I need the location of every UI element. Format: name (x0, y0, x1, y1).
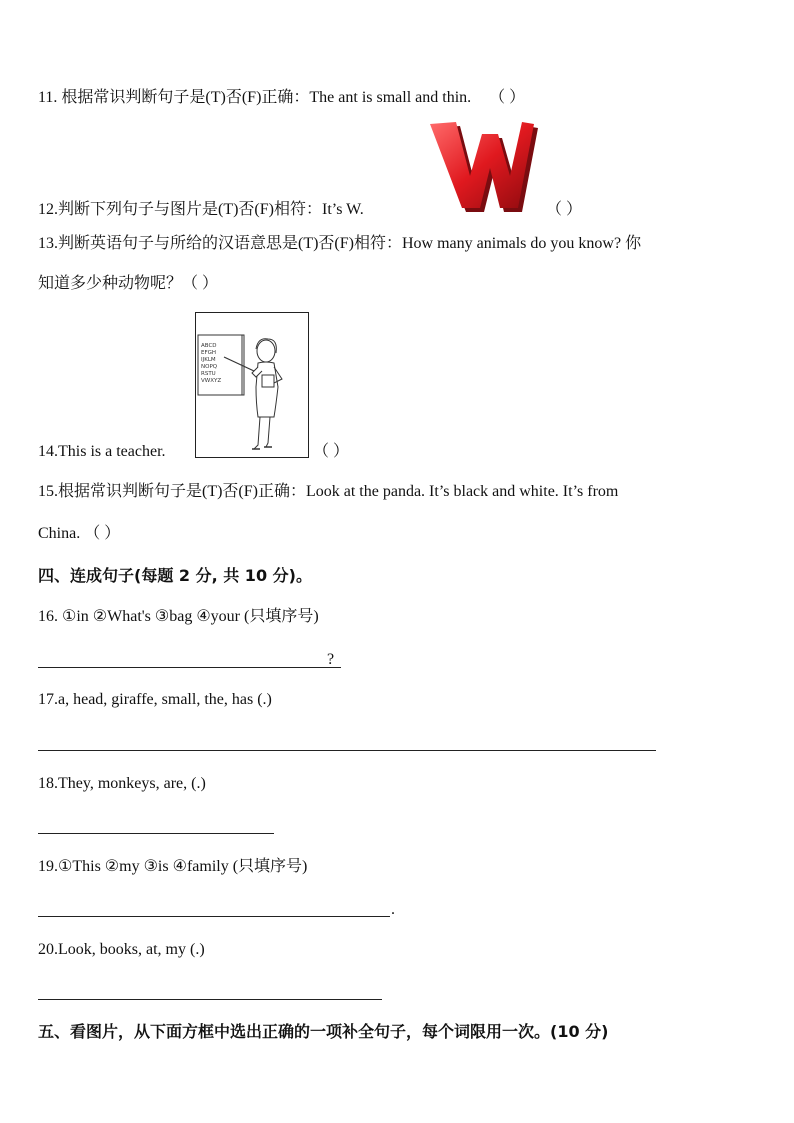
teacher-picture (195, 312, 309, 458)
question-15-line-2[interactable]: China. （ ） (38, 525, 121, 542)
question-12-text: 12.判断下列句子与图片是(T)否(F)相符：It’s W. (38, 201, 364, 218)
end-mark-16: ? (327, 651, 335, 668)
board-row-6: VWXYZ (201, 378, 222, 384)
board-row-2: EFGH (201, 350, 217, 356)
board-row-1: ABCD (201, 343, 217, 349)
board-row-3: IJKLM (201, 357, 216, 363)
answer-paren-14[interactable]: （ ） (313, 443, 350, 460)
question-16: 16. ①in ②What's ③bag ④your (只填序号) (38, 608, 319, 625)
question-11 (38, 88, 525, 108)
answer-paren-11[interactable]: （ ） (489, 89, 526, 106)
question-12 (38, 200, 364, 220)
question-13-line-1: 13.判断英语句子与所给的汉语意思是(T)否(F)相符：How many animals do you know? 你 (38, 235, 642, 252)
board-row-5: RSTU (201, 371, 216, 377)
end-mark-19: . (391, 901, 395, 918)
question-17: 17.a, head, giraffe, small, the, has (.) (38, 691, 272, 708)
teacher-drawing (196, 313, 308, 457)
question-15-line-1: 15.根据常识判断句子是(T)否(F)正确：Look at the panda. It’s black and white. It’s from (38, 483, 619, 500)
board-row-4: NOPQ (201, 364, 218, 370)
letter-w-picture (424, 116, 542, 220)
answer-line-20[interactable] (38, 999, 382, 1000)
question-14 (38, 442, 166, 462)
question-20: 20.Look, books, at, my (.) (38, 941, 205, 958)
question-18: 18.They, monkeys, are, (.) (38, 775, 206, 792)
question-13-line-2[interactable]: 知道多少种动物呢？（ ） (38, 275, 219, 292)
answer-line-16[interactable] (38, 667, 341, 668)
section-5-title: 五、看图片，从下面方框中选出正确的一项补全句子，每个词限用一次。(10 分) (38, 1022, 609, 1041)
section-4-title: 四、连成句子(每题 2 分, 共 10 分)。 (38, 566, 312, 585)
answer-line-17[interactable] (38, 750, 656, 751)
answer-line-19[interactable] (38, 916, 390, 917)
question-11-text: 11. 根据常识判断句子是(T)否(F)正确：The ant is small and thin. (38, 89, 472, 106)
answer-line-18[interactable] (38, 833, 274, 834)
question-14-text: 14.This is a teacher. (38, 443, 166, 460)
picture-letter: W (424, 116, 425, 117)
question-19: 19.①This ②my ③is ④family (只填序号) (38, 858, 308, 875)
answer-paren-12[interactable]: （ ） (546, 201, 583, 218)
